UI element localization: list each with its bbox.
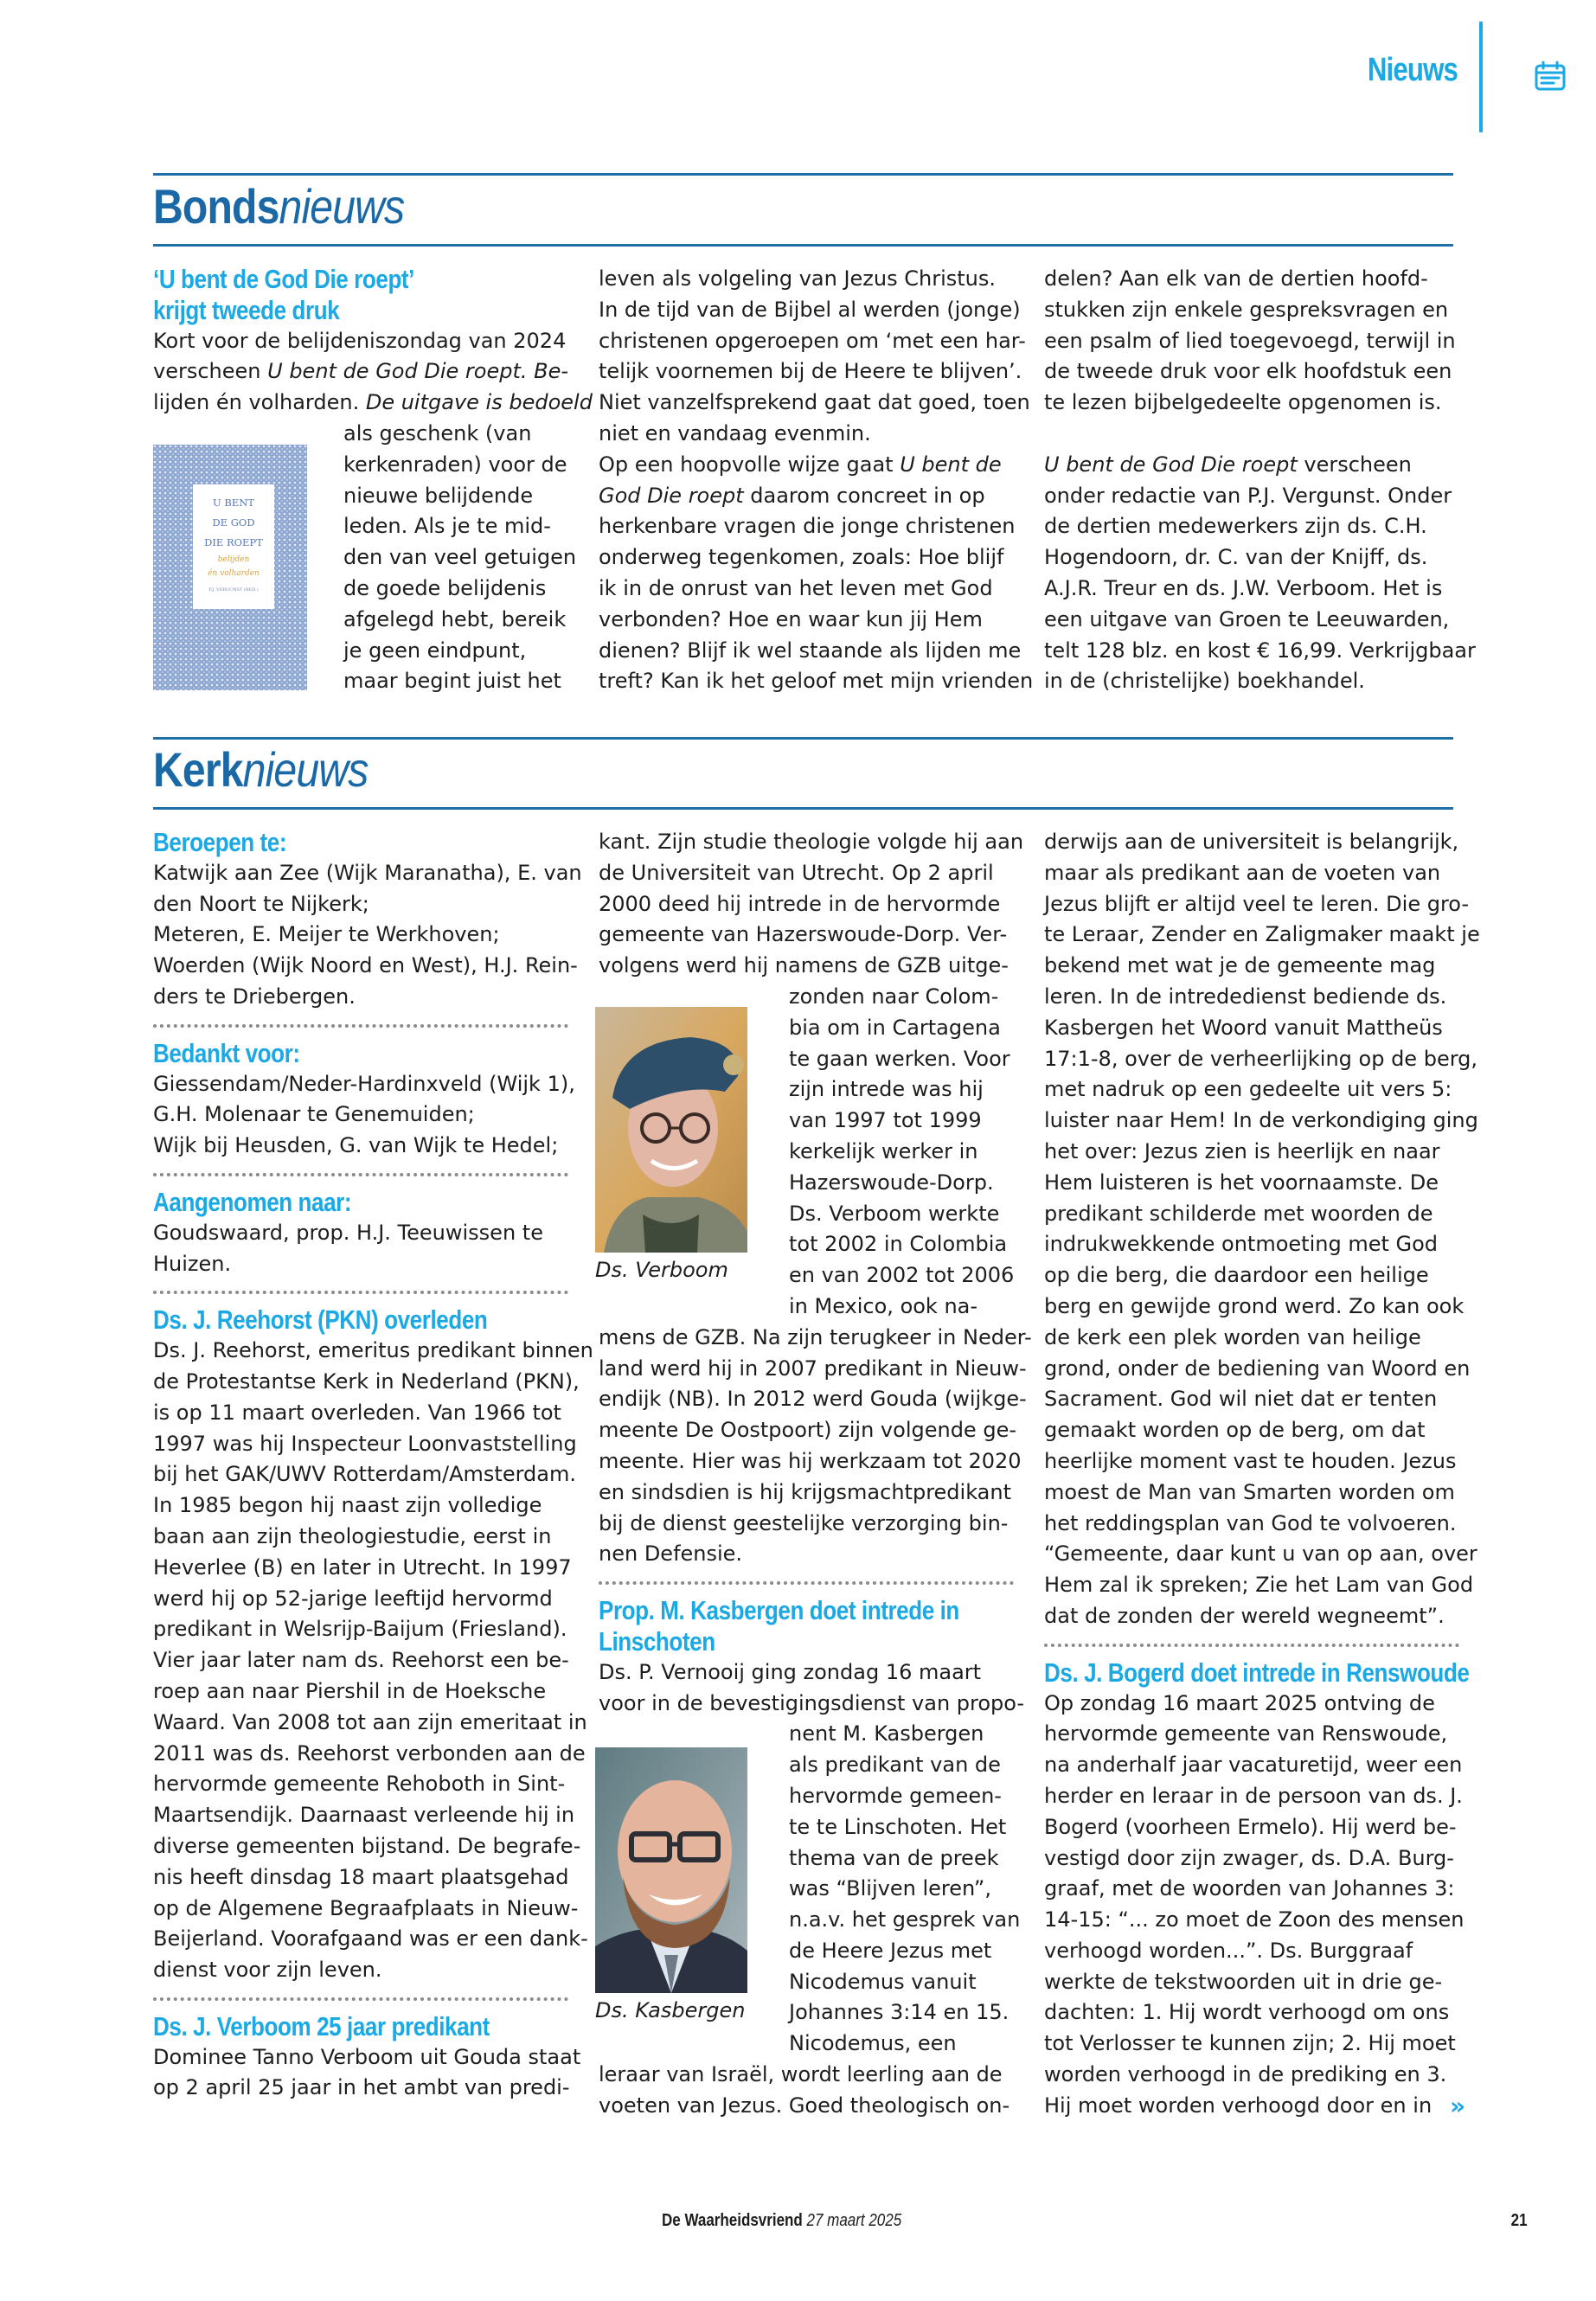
text-line: volgens werd hij namens de GZB uitge-: [599, 953, 1009, 978]
text-line: en sindsdien is hij krijgsmachtpredikant: [599, 1479, 1011, 1504]
section-rule-bottom: [153, 807, 1453, 810]
publication-date: 27 maart 2025: [806, 2211, 902, 2230]
text-line: delen? Aan elk van de dertien hoofd-: [1044, 266, 1428, 291]
page-number: 21: [1510, 2211, 1528, 2230]
text-line: de goede belijdenis: [343, 575, 547, 600]
text-line: Hij moet worden verhoogd door en in: [1044, 2093, 1433, 2118]
cover-title: DE GOD: [212, 516, 255, 529]
text-line: G.H. Molenaar te Genemuiden;: [153, 1102, 475, 1127]
cover-author: P.J. VERGUNST (RED.): [208, 587, 259, 593]
text-line: bij de dienst geestelijke verzorging bin-: [599, 1510, 1009, 1535]
text-line: Sacrament. God wil niet dat er tenten: [1044, 1387, 1438, 1412]
verboom-photo: [595, 1007, 747, 1253]
continue-arrow-icon[interactable]: »: [1450, 2092, 1466, 2120]
text-line: Heverlee (B) en later in Utrecht. In 1997: [153, 1554, 572, 1580]
text-line: indrukwekkende ontmoeting met God: [1044, 1232, 1439, 1257]
text-line: Jezus blijft er altijd veel te leren. Die gro-: [1044, 891, 1470, 916]
text-line: Beijerland. Voorafgaand was er een dank-: [153, 1926, 588, 1952]
text-line: bia om in Cartagena: [789, 1015, 1001, 1040]
section-label: Nieuws: [1367, 52, 1458, 88]
bonds-column-3: [1044, 264, 1476, 697]
text-line: maar als predikant aan de voeten van: [1044, 860, 1441, 885]
bogerd-body: [1044, 1689, 1472, 2122]
text-line: herder en leraar in de persoon van ds. J.: [1044, 1783, 1463, 1808]
article-body: [1044, 450, 1476, 697]
text-line: christenen opgeroepen om ‘met een har-: [599, 328, 1026, 353]
text-line: als geschenk (van: [343, 420, 532, 445]
text-line: worden verhoogd in de prediking en 3.: [1044, 2062, 1447, 2087]
text-line: Hogendoorn, dr. C. van der Knijff, ds.: [1044, 545, 1428, 570]
text-line: leraar van Israël, wordt leerling aan de: [599, 2062, 1003, 2087]
text-line: Nicodemus vanuit: [789, 1969, 977, 1994]
text-line: thema van de preek: [789, 1845, 999, 1870]
calendar-icon: [1533, 59, 1567, 93]
text-line: moest de Man van Smarten worden om: [1044, 1479, 1455, 1504]
text-line: Johannes 3:14 en 15.: [789, 2000, 1010, 2025]
title-bold: Bonds: [153, 179, 279, 234]
dotted-divider: [153, 1173, 568, 1176]
header-divider: [1479, 22, 1483, 132]
verboom-heading: Ds. J. Verboom 25 jaar predikant: [153, 2010, 490, 2041]
text-line: te Leraar, Zender en Zaligmaker maakt je: [1044, 922, 1480, 947]
kasbergen-photo: [595, 1747, 747, 1993]
text-line: bekend met wat je de gemeente mag: [1044, 953, 1436, 978]
text-line: de tweede druk voor elk hoofdstuk een: [1044, 359, 1452, 384]
cover-title: U BENT: [213, 497, 254, 509]
text-line: en van 2002 tot 2006: [789, 1263, 1015, 1288]
dotted-divider: [153, 1291, 568, 1294]
text-line: stukken zijn enkele gespreksvragen en: [1044, 297, 1449, 322]
kerknieuws-title: [153, 741, 368, 798]
text-line: luister naar Hem! In de verkondiging ging: [1044, 1108, 1478, 1133]
publication-name: De Waarheidsvriend: [662, 2211, 803, 2230]
article-body: [153, 326, 593, 419]
text-line: telt 128 blz. en kost € 16,99. Verkrijgbaar: [1044, 638, 1476, 663]
text-line: Op zondag 16 maart 2025 ontving de: [1044, 1690, 1435, 1715]
text-line: was “Blijven leren”,: [789, 1876, 991, 1901]
text-line: U bent de God Die roept verscheen: [1044, 452, 1412, 477]
kasbergen-heading: Linschoten: [599, 1625, 715, 1657]
text-line: een uitgave van Groen te Leeuwarden,: [1044, 606, 1450, 631]
cover-title: DIE ROEPT: [204, 536, 263, 548]
text-line: Vier jaar later nam ds. Reehorst een be-: [153, 1648, 569, 1673]
footer-publication: [662, 2211, 901, 2231]
text-line: dienst voor zijn leven.: [153, 1958, 382, 1983]
text-line: hervormde gemeente Rehoboth in Sint-: [153, 1772, 566, 1797]
text-line: treft? Kan ik het geloof met mijn vrienden: [599, 669, 1034, 694]
text-line: endijk (NB). In 2012 werd Gouda (wijkge-: [599, 1387, 1027, 1412]
text-line: de Heere Jezus met: [789, 1938, 992, 1963]
text-line: kerkenraden) voor de: [343, 452, 567, 477]
text-line: Maartsendijk. Daarnaast verleende hij in: [153, 1803, 575, 1828]
text-line: gemeente van Hazerswoude-Dorp. Ver-: [599, 922, 1008, 947]
section-rule-bottom: [153, 244, 1453, 247]
text-line: Nicodemus, een: [789, 2031, 957, 2056]
text-line: op die berg, die daardoor een heilige: [1044, 1263, 1429, 1288]
text-line: leden. Als je te mid-: [343, 514, 551, 539]
dotted-divider: [599, 1581, 1014, 1585]
text-line: Woerden (Wijk Noord en West), H.J. Rein-: [153, 953, 578, 978]
text-line: op 2 april 25 jaar in het ambt van predi-: [153, 2075, 570, 2100]
article-body: [1044, 264, 1472, 419]
text-line: gemaakt worden op de berg, om dat: [1044, 1418, 1426, 1443]
text-line: in de (christelijke) boekhandel.: [1044, 669, 1365, 694]
text-line: maar begint juist het: [343, 669, 561, 694]
text-line: telijk voornemen bij de Heere te blijven’.: [599, 359, 1022, 384]
text-line: werkte de tekstwoorden uit in drie ge-: [1044, 1969, 1443, 1994]
text-line: diverse gemeenten bijstand. De begrafe-: [153, 1833, 581, 1858]
text-line: predikant schilderde met woorden de: [1044, 1201, 1433, 1226]
beroepen-list: [153, 858, 581, 1013]
text-line: predikant in Welsrijp-Baijum (Friesland).: [153, 1617, 567, 1642]
text-line: Bogerd (voorheen Ermelo). Hij werd be-: [1044, 1814, 1457, 1839]
bondsnieuws-title: [153, 178, 404, 234]
verboom-body: [599, 827, 1027, 982]
text-line: berg en gewijde grond werd. Zo kan ook: [1044, 1293, 1465, 1318]
text-line: een psalm of lied toegevoegd, terwijl in: [1044, 328, 1456, 353]
beroepen-heading: Beroepen te:: [153, 827, 287, 857]
text-line: In 1985 begon hij naast zijn volledige: [153, 1493, 542, 1518]
text-line: meente De Oostpoort) zijn volgende ge-: [599, 1418, 1016, 1443]
cover-subtitle: belijden: [217, 555, 250, 564]
text-line: Hem zal ik spreken; Zie het Lam van God: [1044, 1573, 1474, 1598]
text-line: meente. Hier was hij werkzaam tot 2020: [599, 1448, 1022, 1473]
text-line: 17:1-8, over de verheerlijking op de berg,: [1044, 1046, 1478, 1071]
text-line: bij het GAK/UWV Rotterdam/Amsterdam.: [153, 1462, 576, 1487]
aangenomen-heading: Aangenomen naar:: [153, 1186, 352, 1217]
text-line: 1997 was hij Inspecteur Loonvaststelling: [153, 1431, 577, 1456]
verboom-body: [599, 1323, 1032, 1570]
book-cover-image: [153, 445, 307, 690]
text-line: te lezen bijbelgedeelte opgenomen is.: [1044, 390, 1442, 415]
kasbergen-body: [599, 2060, 1027, 2122]
text-line: Waard. Van 2008 tot aan zijn emeritaat in: [153, 1709, 587, 1734]
text-line: roep aan naar Piershil in de Hoeksche: [153, 1678, 547, 1703]
reehorst-heading: Ds. J. Reehorst (PKN) overleden: [153, 1304, 488, 1336]
text-line: als predikant van de: [789, 1753, 1001, 1778]
text-line: ders te Driebergen.: [153, 984, 356, 1009]
text-line: na anderhalf jaar vacaturetijd, weer een: [1044, 1753, 1463, 1778]
text-line: 14-15: “... zo moet de Zoon des mensen: [1044, 1907, 1465, 1932]
text-line: dachten: 1. Hij wordt verhoogd om ons: [1044, 2000, 1450, 2025]
text-line: van 1997 tot 1999: [789, 1108, 982, 1133]
text-line: vestigd door zijn zwager, ds. D.A. Burg-: [1044, 1845, 1454, 1870]
text-line: Ds. J. Reehorst, emeritus predikant binnen: [153, 1338, 593, 1363]
article-headline: krijgt tweede druk: [153, 294, 340, 325]
kasbergen-body: [1044, 827, 1480, 1632]
text-line: nent M. Kasbergen: [789, 1721, 984, 1747]
text-line: 2011 was ds. Reehorst verbonden aan de: [153, 1740, 586, 1766]
text-line: dat de zonden der wereld wegneemt”.: [1044, 1603, 1445, 1628]
text-line: heerlijke moment vast te houden. Jezus: [1044, 1448, 1457, 1473]
text-line: niet en vandaag evenmin.: [599, 420, 871, 445]
article-headline: ‘U bent de God Die roept’: [153, 264, 414, 294]
cover-subtitle: én volharden: [208, 569, 260, 578]
aangenomen-list: [153, 1218, 581, 1280]
text-line: voor in de bevestigingsdienst van propo-: [599, 1690, 1025, 1715]
title-italic: nieuws: [242, 742, 369, 797]
text-line: A.J.R. Treur en ds. J.W. Verboom. Het is: [1044, 575, 1443, 600]
text-line: 2000 deed hij intrede in de hervormde: [599, 891, 1001, 916]
text-line: de Protestantse Kerk in Nederland (PKN),: [153, 1368, 580, 1394]
text-line: Katwijk aan Zee (Wijk Maranatha), E. van: [153, 860, 582, 885]
text-line: je geen eindpunt,: [343, 638, 527, 663]
text-line: de kerk een plek worden van heilige: [1044, 1324, 1421, 1349]
text-line: kerkelijk werker in: [789, 1138, 978, 1163]
text-line: Wijk bij Heusden, G. van Wijk te Hedel;: [153, 1133, 559, 1158]
text-line: herkenbare vragen die jonge christenen: [599, 514, 1016, 539]
text-line: te gaan werken. Voor: [789, 1046, 1010, 1071]
kerk-column-3: [1044, 827, 1480, 2122]
bedankt-heading: Bedankt voor:: [153, 1037, 300, 1068]
text-line: Kasbergen het Woord vanuit Mattheüs: [1044, 1015, 1443, 1040]
text-line: hervormde gemeen-: [789, 1783, 1002, 1808]
text-line: n.a.v. het gesprek van: [789, 1907, 1021, 1932]
text-line: leren. In de intrededienst bediende ds.: [1044, 984, 1447, 1009]
text-line: Op een hoopvolle wijze gaat U bent de: [599, 452, 1002, 477]
text-line: de dertien medewerkers zijn ds. C.H.: [1044, 514, 1427, 539]
text-line: verbonden? Hoe en waar kun jij Hem: [599, 606, 983, 631]
text-line: met nadruk op een gedeelte uit vers 5:: [1044, 1077, 1452, 1102]
text-line: “Gemeente, daar kunt u van op aan, over: [1044, 1541, 1477, 1567]
text-line: Ds. Verboom werkte: [789, 1201, 1000, 1226]
text-line: Hazerswoude-Dorp.: [789, 1170, 994, 1195]
text-line: baan aan zijn theologiestudie, eerst in: [153, 1523, 552, 1548]
text-line: ik in de onrust van het leven met God: [599, 575, 993, 600]
bedankt-list: [153, 1069, 581, 1162]
text-line: dienen? Blijf ik wel staande als lijden me: [599, 638, 1022, 663]
text-line: hervormde gemeente van Renswoude,: [1044, 1721, 1448, 1747]
text-line: te te Linschoten. Het: [789, 1814, 1007, 1839]
verboom-photo-caption: Ds. Verboom: [595, 1258, 728, 1282]
text-line: nen Defensie.: [599, 1541, 743, 1567]
dotted-divider: [153, 1997, 568, 2001]
text-line: verhoogd worden...”. Ds. Burggraaf: [1044, 1938, 1413, 1963]
dotted-divider: [153, 1024, 568, 1028]
text-line: kant. Zijn studie theologie volgde hij aan: [599, 830, 1024, 854]
kasbergen-body: [599, 1657, 1027, 1720]
text-line: op de Algemene Begraafplaats in Nieuw-: [153, 1895, 579, 1920]
text-line: verscheen U bent de God Die roept. Be-: [153, 359, 568, 384]
text-line: grond, onder de bediening van Woord en: [1044, 1356, 1471, 1381]
text-line: Dominee Tanno Verboom uit Gouda staat: [153, 2044, 581, 2069]
verboom-body: [153, 2042, 581, 2105]
text-line: nieuwe belijdende: [343, 483, 534, 508]
text-line: den Noort te Nijkerk;: [153, 891, 369, 916]
text-line: tot 2002 in Colombia: [789, 1232, 1008, 1257]
text-line: onder redactie van P.J. Vergunst. Onder: [1044, 483, 1452, 508]
text-line: Giessendam/Neder-Hardinxveld (Wijk 1),: [153, 1071, 575, 1096]
text-line: graaf, met de woorden van Johannes 3:: [1044, 1876, 1455, 1901]
text-line: Hem luisteren is het voornaamste. De: [1044, 1170, 1439, 1195]
text-line: lijden én volharden. De uitgave is bedoeld: [153, 390, 593, 415]
text-line: land werd hij in 2007 predikant in Nieuw-: [599, 1356, 1027, 1381]
text-line: het over: Jezus zien is heerlijk en naar: [1044, 1138, 1440, 1163]
text-line: het reddingsplan van God te volvoeren.: [1044, 1510, 1457, 1535]
text-line: Goudswaard, prop. H.J. Teeuwissen te: [153, 1220, 543, 1245]
text-line: de Universiteit van Utrecht. Op 2 april: [599, 860, 994, 885]
dotted-divider: [1044, 1644, 1459, 1647]
text-line: Meteren, E. Meijer te Werkhoven;: [153, 922, 500, 947]
text-line: Ds. P. Vernooij ging zondag 16 maart: [599, 1659, 982, 1684]
text-line: voeten van Jezus. Goed theologisch on-: [599, 2093, 1010, 2118]
section-rule-top: [153, 173, 1453, 176]
reehorst-body: [153, 1336, 593, 1986]
title-bold: Kerk: [153, 742, 243, 797]
bogerd-heading: Ds. J. Bogerd doet intrede in Renswoude: [1044, 1657, 1470, 1688]
text-line: derwijs aan de universiteit is belangrijk,: [1044, 830, 1459, 854]
text-line: leven als volgeling van Jezus Christus.: [599, 266, 997, 291]
book-cover-label: [193, 484, 274, 609]
text-line: afgelegd hebt, bereik: [343, 606, 567, 631]
text-line: in Mexico, ook na-: [789, 1293, 978, 1318]
text-line: Niet vanzelfsprekend gaat dat goed, toen: [599, 390, 1030, 415]
text-line: onderweg tegenkomen, zoals: Hoe blijf: [599, 545, 1004, 570]
section-rule-top: [153, 737, 1453, 740]
text-line: werd hij op 52-jarige leeftijd hervormd: [153, 1586, 553, 1611]
title-italic: nieuws: [279, 179, 405, 234]
text-line: God Die roept daarom concreet in op: [599, 483, 985, 508]
text-line: is op 11 maart overleden. Van 1966 tot: [153, 1400, 561, 1425]
bonds-column-2: [599, 264, 1034, 697]
kasbergen-photo-caption: Ds. Kasbergen: [595, 1998, 746, 2022]
kasbergen-heading: Prop. M. Kasbergen doet intrede in: [599, 1595, 959, 1626]
kerk-column-1: [153, 827, 593, 2104]
text-line: mens de GZB. Na zijn terugkeer in Neder-: [599, 1324, 1032, 1349]
text-line: den van veel getuigen: [343, 545, 577, 570]
text-line: tot Verlosser te kunnen zijn; 2. Hij moet: [1044, 2031, 1456, 2056]
text-line: nis heeft dinsdag 18 maart plaatsgehad: [153, 1864, 569, 1889]
text-line: Huizen.: [153, 1251, 232, 1276]
text-line: zonden naar Colom-: [789, 984, 999, 1009]
text-line: Kort voor de belijdeniszondag van 2024: [153, 328, 567, 353]
text-line: zijn intrede was hij: [789, 1077, 984, 1102]
text-line: In de tijd van de Bijbel al werden (jonge): [599, 297, 1021, 322]
